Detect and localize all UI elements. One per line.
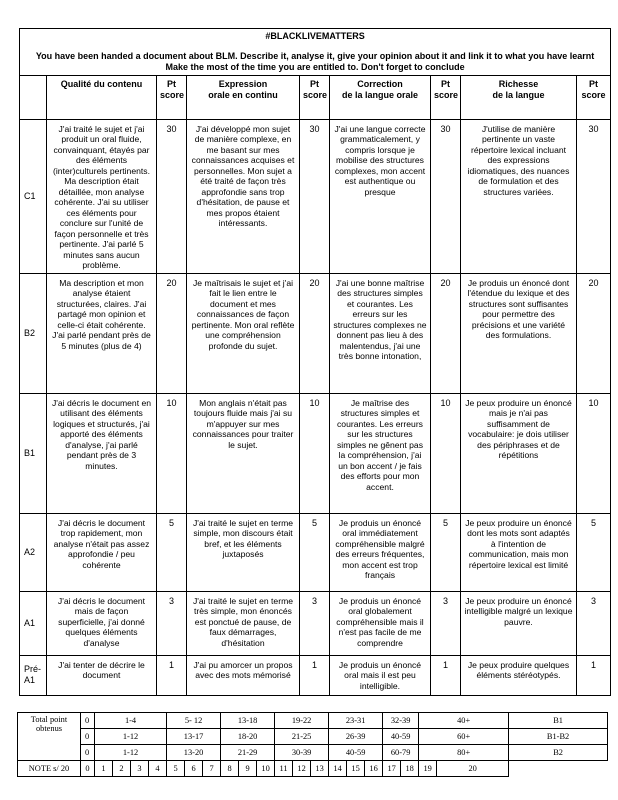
table-row	[20, 393, 611, 513]
conversion-row	[18, 713, 608, 729]
note-label: NOTE s/ 20	[18, 761, 81, 777]
expression-line-1: Expression	[218, 78, 268, 89]
note-cell: 8	[221, 761, 239, 777]
column-header-pt-1: Pt score	[157, 75, 187, 119]
table-row	[20, 513, 611, 591]
richesse-cell: Je peux produire un énoncé mais je n'ai pas suffisamment de vocabulaire: je dois utiliser des périphrases et de répétitions	[461, 393, 577, 513]
range-cell: 0	[81, 713, 95, 729]
table-row	[20, 655, 611, 695]
correction-cell: Je produis un énoncé oral immédiatement compréhensible malgré des erreurs fréquentes, mon accent est trop français	[330, 513, 431, 591]
score-cell: 1	[157, 655, 187, 695]
range-cell: 19-22	[275, 713, 329, 729]
richesse-line-1: Richesse	[498, 78, 539, 89]
instructions-line-1: You have been handed a document about BLM. Describe it, analyse it, give your opinion about it and link it to what you have learnt	[35, 50, 595, 61]
rubric-title: #BLACKLIVEMATTERS	[265, 31, 365, 41]
score-cell: 5	[157, 513, 187, 591]
score-cell: 1	[431, 655, 461, 695]
column-header-pt-4: Pt score	[577, 75, 611, 119]
total-points-label: Total point obtenus	[18, 713, 81, 761]
score-cell: 1	[577, 655, 611, 695]
richesse-cell: Je peux produire un énoncé intelligible malgré un lexique pauvre.	[461, 591, 577, 655]
correction-line-1: Correction	[357, 78, 403, 89]
score-cell: 20	[577, 273, 611, 393]
range-cell: 21-25	[275, 729, 329, 745]
range-cell: 1-12	[95, 729, 167, 745]
level-label: B1	[20, 393, 47, 513]
qualite-cell: J'ai traité le sujet et j'ai produit un oral fluide, convainquant, étayés par des éléments (inter)culturels pertinents. Ma description était détaillée, mon analyse cohérente. J'ai su utiliser ces éléments pour conclure sur l'unité de façon personnelle et très pertinente. J'ai parlé 5 minutes sans aucun problème.	[47, 119, 157, 273]
note-cell: 4	[149, 761, 167, 777]
range-cell: 21-29	[221, 745, 275, 761]
score-cell: 20	[157, 273, 187, 393]
note-cell: 3	[131, 761, 149, 777]
range-cell: 32-39	[383, 713, 419, 729]
correction-cell: Je maîtrise des structures simples et courantes. Les erreurs sur les structures simples ne gênent pas la compréhension, j'ai un bon accent / je fais des efforts pour mon accent.	[330, 393, 431, 513]
qualite-cell: J'ai décris le document en utilisant des éléments logiques et structurés, j'ai apporté des éléments d'analyse, j'ai parlé pendant près de 3 minutes.	[47, 393, 157, 513]
richesse-line-2: de la langue	[492, 89, 545, 100]
score-cell: 20	[431, 273, 461, 393]
score-cell: 30	[577, 119, 611, 273]
level-label: Pré-A1	[20, 655, 47, 695]
expression-line-2: orale en continu	[208, 89, 278, 100]
note-cell: 18	[401, 761, 419, 777]
level-column-header	[20, 75, 47, 119]
qualite-cell: Ma description et mon analyse étaient structurées, claires. J'ai partagé mon opinion et celle-ci était cohérente. J'ai parlé pendant près de 5 minutes (plus de 4)	[47, 273, 157, 393]
column-header-pt-3: Pt score	[431, 75, 461, 119]
note-cell: 10	[257, 761, 275, 777]
note-cell: 9	[239, 761, 257, 777]
note-cell: 2	[113, 761, 131, 777]
range-cell: 0	[81, 745, 95, 761]
richesse-cell: J'utilise de manière pertinente un vaste répertoire lexical incluant des expressions idiomatiques, des nuances de formulation et des structures variées.	[461, 119, 577, 273]
rubric-table	[19, 28, 611, 696]
score-cell: 20	[300, 273, 330, 393]
instructions-line-2: Make the most of the time you are entitled to. Don't forget to conclude	[165, 61, 465, 72]
score-cell: 3	[300, 591, 330, 655]
note-cell: 7	[203, 761, 221, 777]
column-header-qualite: Qualité du contenu	[47, 75, 157, 119]
column-header-richesse	[461, 75, 577, 119]
range-cell: 18-20	[221, 729, 275, 745]
expression-cell: Mon anglais n'était pas toujours fluide mais j'ai su m'appuyer sur mes connaissances pour traiter le sujet.	[187, 393, 300, 513]
range-cell: 1-4	[95, 713, 167, 729]
score-cell: 5	[300, 513, 330, 591]
range-cell: 60+	[419, 729, 509, 745]
column-header-pt-2: Pt score	[300, 75, 330, 119]
correction-line-2: de la langue orale	[341, 89, 419, 100]
score-cell: 3	[157, 591, 187, 655]
range-cell: 40-59	[329, 745, 383, 761]
score-cell: 5	[431, 513, 461, 591]
range-cell: 40-59	[383, 729, 419, 745]
note-cell: 14	[329, 761, 347, 777]
qualite-cell: J'ai décris le document trop rapidement, mon analyse n'était pas assez approfondie / peu cohérente	[47, 513, 157, 591]
richesse-cell: Je produis un énoncé dont l'étendue du lexique et des structures sont suffisantes pour permettre des précisions et une variété des formulations.	[461, 273, 577, 393]
note-cell: 6	[185, 761, 203, 777]
score-cell: 10	[157, 393, 187, 513]
score-conversion-table	[17, 712, 608, 777]
correction-cell: Je produis un énoncé oral mais il est peu intelligible.	[330, 655, 431, 695]
score-cell: 3	[431, 591, 461, 655]
expression-cell: J'ai développé mon sujet de manière complexe, en me basant sur mes connaissances acquises et personnelles. Mon sujet a été traité de façon très approfondie sans trop d'hésitation, de pause et mes propos étaient intéressants.	[187, 119, 300, 273]
expression-cell: J'ai traité le sujet en terme très simple, mon énoncés est ponctué de pause, de faux démarrages, d'hésitation	[187, 591, 300, 655]
range-cell: 1-12	[95, 745, 167, 761]
expression-cell: Je maîtrisais le sujet et j'ai fait le lien entre le document et mes connaissances de façon pertinente. Mon oral reflète une compréhension profonde du sujet.	[187, 273, 300, 393]
score-cell: 10	[577, 393, 611, 513]
range-cell: 5- 12	[167, 713, 221, 729]
level-label: A1	[20, 591, 47, 655]
correction-cell: Je produis un énoncé oral globalement compréhensible mais il n'est pas facile de me comprendre	[330, 591, 431, 655]
range-cell: 30-39	[275, 745, 329, 761]
range-cell: 80+	[419, 745, 509, 761]
range-cell: 23-31	[329, 713, 383, 729]
correction-cell: J'ai une langue correcte grammaticalement, y compris lorsque je mobilise des structures complexes, mon accent est authentique ou presque	[330, 119, 431, 273]
range-cell: 13-18	[221, 713, 275, 729]
note-cell: 11	[275, 761, 293, 777]
note-cell: 16	[365, 761, 383, 777]
note-cell: 13	[311, 761, 329, 777]
column-header-correction	[330, 75, 431, 119]
expression-cell: J'ai traité le sujet en terme simple, mon discours était bref, et les éléments juxtaposés	[187, 513, 300, 591]
table-row	[20, 591, 611, 655]
level-cell: B2	[509, 745, 608, 761]
range-cell: 0	[81, 729, 95, 745]
correction-cell: J'ai une bonne maîtrise des structures simples et courantes. Les erreurs sur les structures complexes ne donnent pas lieu à des malentendus, j'ai une très bonne intonation,	[330, 273, 431, 393]
level-label: A2	[20, 513, 47, 591]
richesse-cell: Je peux produire un énoncé dont les mots sont adaptés à l'intention de communication, mais mon répertoire lexical est limité	[461, 513, 577, 591]
range-cell: 60-79	[383, 745, 419, 761]
note-row	[18, 761, 608, 777]
note-cell: 0	[81, 761, 95, 777]
score-cell: 10	[300, 393, 330, 513]
range-cell: 40+	[419, 713, 509, 729]
richesse-cell: Je peux produire quelques éléments stéréotypés.	[461, 655, 577, 695]
note-cell: 19	[419, 761, 437, 777]
score-cell: 1	[300, 655, 330, 695]
score-cell: 3	[577, 591, 611, 655]
score-cell: 10	[431, 393, 461, 513]
column-header-expression	[187, 75, 300, 119]
level-cell: B1-B2	[509, 729, 608, 745]
note-cell: 15	[347, 761, 365, 777]
note-cell: 17	[383, 761, 401, 777]
level-label: B2	[20, 273, 47, 393]
score-cell: 30	[157, 119, 187, 273]
table-row	[20, 119, 611, 273]
rubric-header	[20, 29, 611, 76]
expression-cell: J'ai pu amorcer un propos avec des mots mémorisé	[187, 655, 300, 695]
score-cell: 5	[577, 513, 611, 591]
note-cell: 5	[167, 761, 185, 777]
conversion-row	[18, 729, 608, 745]
conversion-row	[18, 745, 608, 761]
level-label: C1	[20, 119, 47, 273]
qualite-cell: J'ai décris le document mais de façon superficielle, j'ai donné quelques éléments d'analyse	[47, 591, 157, 655]
table-row	[20, 273, 611, 393]
range-cell: 26-39	[329, 729, 383, 745]
note-cell: 12	[293, 761, 311, 777]
range-cell: 13-20	[167, 745, 221, 761]
note-cell: 1	[95, 761, 113, 777]
score-cell: 30	[431, 119, 461, 273]
qualite-cell: J'ai tenter de décrire le document	[47, 655, 157, 695]
range-cell: 13-17	[167, 729, 221, 745]
score-cell: 30	[300, 119, 330, 273]
level-cell: B1	[509, 713, 608, 729]
note-cell: 20	[437, 761, 509, 777]
